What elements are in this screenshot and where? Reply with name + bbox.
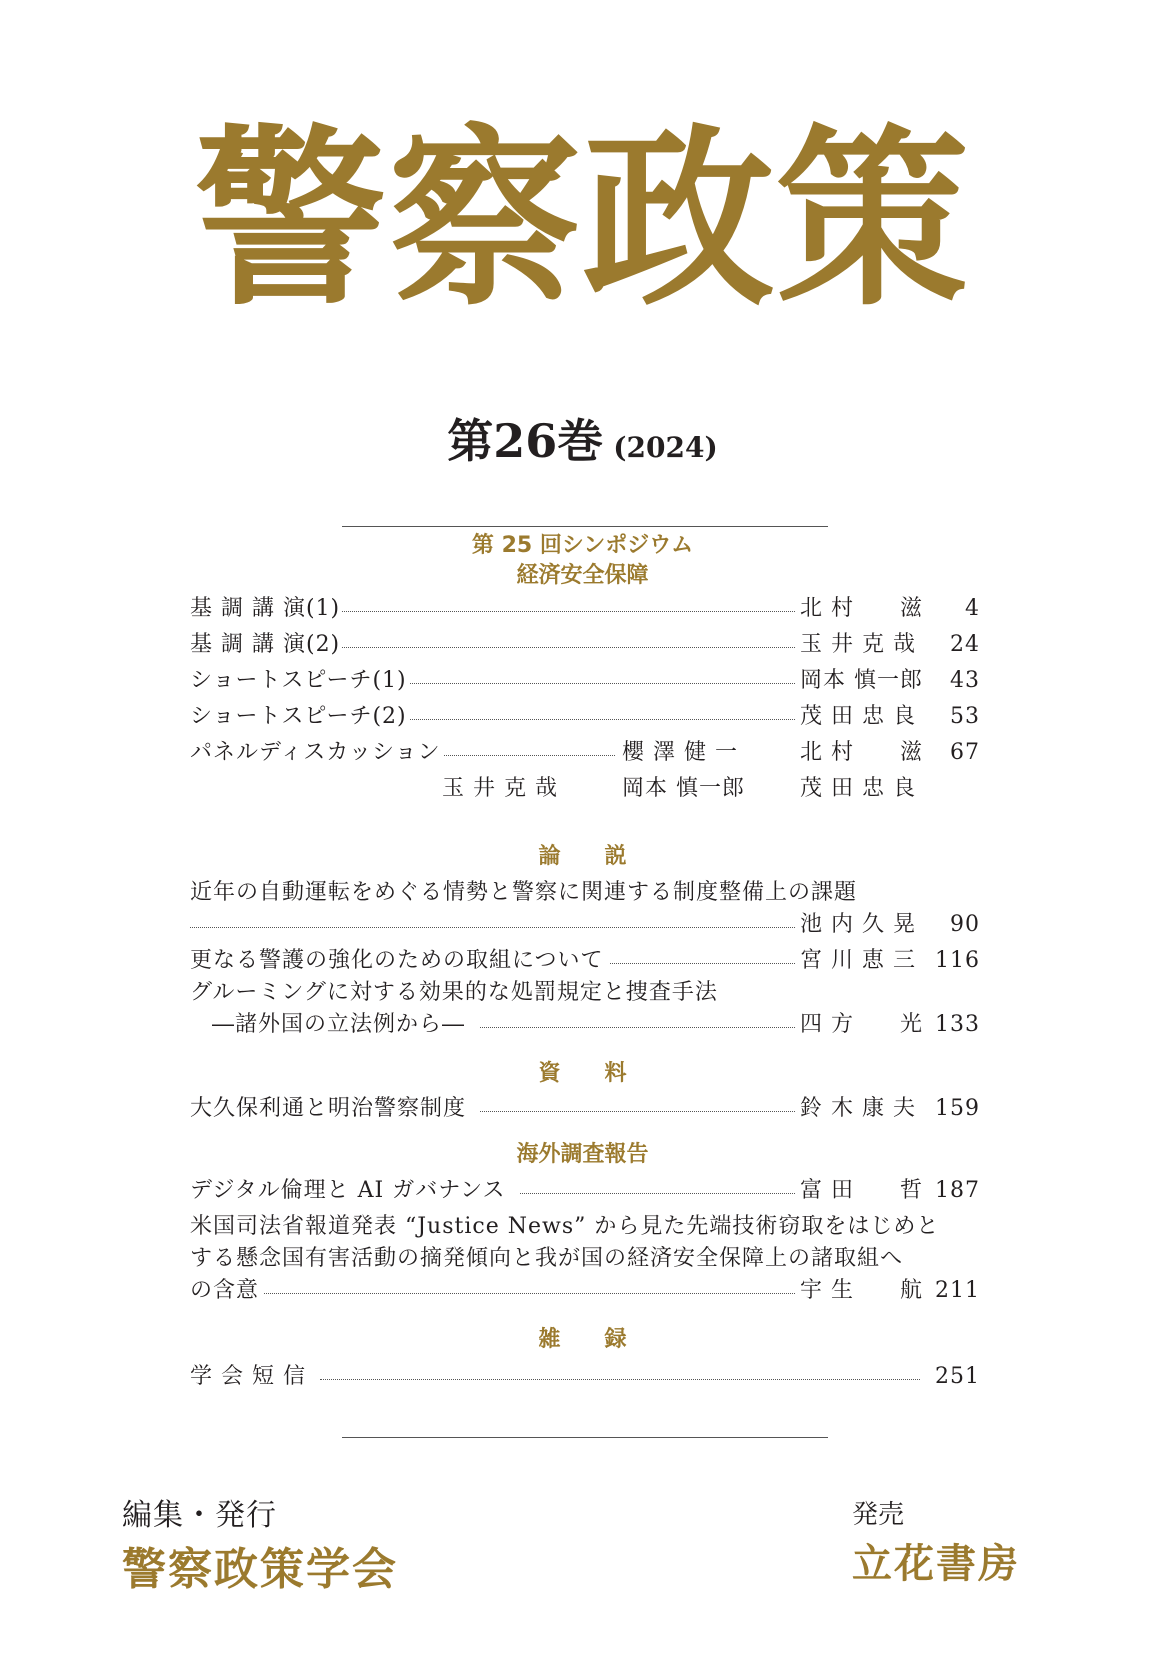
entry-moderator: 櫻 澤 健 一	[622, 740, 738, 765]
entry-author: 富 田 哲	[800, 1174, 925, 1208]
toc-entry[interactable]	[190, 628, 980, 662]
toc-entry-title-line[interactable]	[190, 976, 980, 1010]
entry-page: 251	[935, 1364, 980, 1389]
entry-title: グルーミングに対する効果的な処罰規定と捜査手法	[190, 976, 720, 1010]
entry-author: 宇 生 航	[800, 1274, 925, 1308]
section-heading-kaigai: 海外調査報告	[516, 1142, 649, 1167]
section-subheading-economic-security: 経済安全保障	[516, 563, 649, 588]
entry-author: 宮 川 恵 三	[800, 944, 925, 978]
leader-dots	[264, 1293, 795, 1294]
entry-subtitle: ―諸外国の立法例から―	[212, 1008, 467, 1042]
entry-page: 90	[950, 912, 980, 937]
leader-dots	[520, 1193, 795, 1194]
toc-entry[interactable]	[190, 1274, 980, 1308]
entry-author: 鈴 木 康 夫	[800, 1092, 925, 1126]
toc-entry[interactable]	[190, 1092, 980, 1126]
leader-dots	[190, 927, 795, 928]
bottom-rule	[342, 1437, 828, 1438]
toc-entry[interactable]	[190, 592, 980, 626]
leader-dots	[340, 611, 795, 612]
entry-title-line3: の含意	[190, 1274, 261, 1308]
entry-page: 67	[950, 740, 980, 765]
publisher-block	[122, 1496, 398, 1598]
entry-title-line1: 米国司法省報道発表 “Justice News” から見た先端技術窃取をはじめと	[190, 1210, 941, 1244]
section-heading-ronsetsu: 論 説	[538, 844, 627, 869]
toc-entry-title-line[interactable]	[190, 1242, 980, 1276]
leader-dots	[400, 683, 795, 684]
top-rule	[342, 526, 828, 527]
distributor-name: 立花書房	[852, 1540, 1020, 1587]
entry-author: 四 方 光	[800, 1008, 925, 1042]
panelist: 玉 井 克 哉	[442, 776, 558, 801]
entry-author: 玉 井 克 哉	[800, 628, 925, 662]
entry-title: パネルディスカッション	[190, 736, 443, 770]
entry-title-line2: する懸念国有害活動の摘発傾向と我が国の経済安全保障上の諸取組へ	[190, 1242, 905, 1276]
publisher-label: 編集・発行	[122, 1498, 277, 1533]
entry-page: 187	[935, 1178, 980, 1203]
entry-author: 岡本 慎一郎	[800, 664, 925, 698]
leader-dots	[440, 755, 615, 756]
volume-number: 第26巻	[447, 414, 604, 468]
entry-page: 4	[965, 596, 980, 621]
entry-author: 北 村 滋	[800, 592, 925, 626]
toc-entry[interactable]	[190, 1360, 980, 1394]
entry-title: 大久保利通と明治警察制度	[190, 1092, 468, 1126]
toc-entry[interactable]	[190, 664, 980, 698]
distributor-block	[852, 1498, 1020, 1590]
volume-year: (2024)	[613, 431, 718, 464]
toc-entry-panel[interactable]	[190, 736, 980, 770]
toc-entry[interactable]	[190, 1008, 980, 1042]
entry-title: 近年の自動運転をめぐる情勢と警察に関連する制度整備上の課題	[190, 876, 859, 910]
entry-title: 学 会 短 信	[190, 1360, 308, 1394]
entry-author: 北 村 滋	[800, 736, 925, 770]
entry-title: デジタル倫理と AI ガバナンス	[190, 1174, 508, 1208]
journal-title: 警察政策	[194, 107, 971, 332]
entry-page: 159	[935, 1096, 980, 1121]
entry-page: 24	[950, 632, 980, 657]
section-heading-zatsuroku: 雑 録	[538, 1327, 627, 1352]
toc-entry-title-line[interactable]	[190, 876, 980, 910]
section-heading-symposium: 第 25 回シンポジウム	[471, 533, 694, 558]
entry-title: 基 調 講 演(2)	[190, 628, 342, 662]
entry-title: 更なる警護の強化のための取組について	[190, 944, 606, 978]
entry-title: ショートスピーチ(2)	[190, 700, 409, 734]
panelist: 岡本 慎一郎	[622, 776, 745, 801]
publisher-name: 警察政策学会	[122, 1544, 398, 1595]
leader-dots	[610, 963, 795, 964]
leader-dots	[480, 1027, 795, 1028]
leader-dots	[480, 1111, 795, 1112]
volume-line	[0, 414, 1165, 468]
entry-page: 53	[950, 704, 980, 729]
toc-entry-title-line[interactable]	[190, 1210, 980, 1244]
entry-page: 211	[935, 1278, 980, 1303]
section-heading-shiryo: 資 料	[538, 1061, 627, 1086]
leader-dots	[400, 719, 795, 720]
toc-entry[interactable]	[190, 908, 980, 942]
toc-entry[interactable]	[190, 1174, 980, 1208]
distributor-label: 発売	[852, 1500, 905, 1530]
entry-page: 133	[935, 1012, 980, 1037]
entry-author: 茂 田 忠 良	[800, 700, 925, 734]
panelist: 茂 田 忠 良	[800, 776, 916, 801]
entry-title: 基 調 講 演(1)	[190, 592, 342, 626]
entry-title: ショートスピーチ(1)	[190, 664, 409, 698]
panelists-row	[190, 772, 980, 806]
leader-dots	[340, 647, 795, 648]
entry-page: 43	[950, 668, 980, 693]
toc-entry[interactable]	[190, 700, 980, 734]
toc-entry[interactable]	[190, 944, 980, 978]
leader-dots	[320, 1379, 920, 1380]
entry-author: 池 内 久 晃	[800, 908, 925, 942]
entry-page: 116	[935, 948, 980, 973]
